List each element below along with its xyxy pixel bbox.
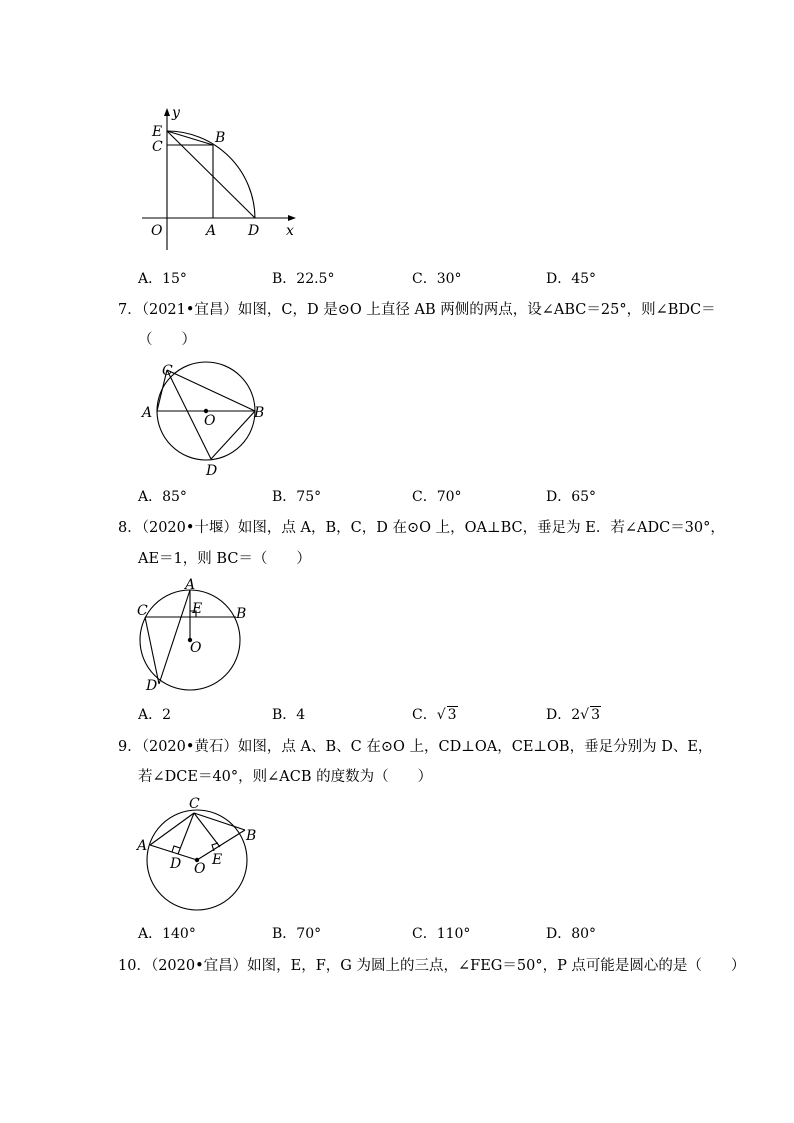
q9-stem-line2: 若∠DCE＝40°，则∠ACB 的度数为（ ） [138,769,433,785]
label-C: C [137,603,148,619]
q9-option-d: D．80° [546,926,597,942]
label-B: B [246,828,257,844]
q6-option-d: D．45° [546,271,597,287]
label-y: y [172,105,180,121]
label-O: O [204,413,216,429]
q8-option-d-radicand: 3 [591,707,600,723]
q9-option-b: B．70° [272,926,322,942]
q7-stem-line2: （ ） [138,332,196,348]
label-O: O [190,640,202,656]
q8-stem-line1: 8．（2020•十堰）如图，点 A，B，C，D 在⊙O 上，OA⊥BC，垂足为 E．若∠ADC＝30°， [118,520,725,536]
q8-option-d-label: D．2 [546,707,581,723]
q8-stem-line2: AE＝1，则 BC＝（ ） [138,551,311,567]
label-D: D [146,678,158,694]
label-B: B [215,130,226,146]
q8-option-a: A．2 [138,707,172,723]
label-A: A [137,838,148,854]
q7-option-a: A．85° [138,489,187,505]
label-C: C [189,796,200,812]
q7-option-d: D．65° [546,489,597,505]
q8-option-d: D．2√ 3 [546,707,600,723]
label-D: D [248,223,260,239]
label-E: E [212,852,223,868]
q6-option-c: C．30° [412,271,462,287]
q9-option-a: A．140° [138,926,196,942]
q8-option-c: C．√ 3 [412,707,457,723]
q8-option-b: B．4 [272,707,306,723]
q6-option-a: A．15° [138,271,187,287]
q7-option-c: C．70° [412,489,462,505]
label-A: A [142,405,153,421]
label-E: E [192,601,203,617]
q9-option-c: C．110° [412,926,471,942]
label-x: x [286,223,294,239]
q7-stem-line1: 7．（2021•宜昌）如图，C，D 是⊙O 上直径 AB 两侧的两点，设∠ABC＝25°，则∠BDC＝ [118,302,716,318]
label-A: A [206,223,217,239]
label-O: O [151,223,163,239]
label-C: C [152,139,163,155]
label-D: D [170,856,182,872]
q9-stem-line1: 9．（2020•黄石）如图，点 A、B、C 在⊙O 上，CD⊥OA，CE⊥OB，垂足分别为 D、E， [118,739,713,755]
q8-option-c-label: C． [412,707,437,723]
label-B: B [254,405,265,421]
q6-option-b: B．22.5° [272,271,335,287]
label-D: D [206,463,218,479]
q10-stem-line1: 10．（2020•宜昌）如图，E，F，G 为圆上的三点，∠FEG＝50°，P 点可能是圆心的是（ ） [118,958,746,974]
q8-option-c-radicand: 3 [447,707,457,723]
label-E: E [152,124,163,140]
q7-option-b: B．75° [272,489,322,505]
label-C: C [162,363,173,379]
label-A: A [185,577,196,593]
label-B: B [236,606,247,622]
label-O: O [194,861,206,877]
